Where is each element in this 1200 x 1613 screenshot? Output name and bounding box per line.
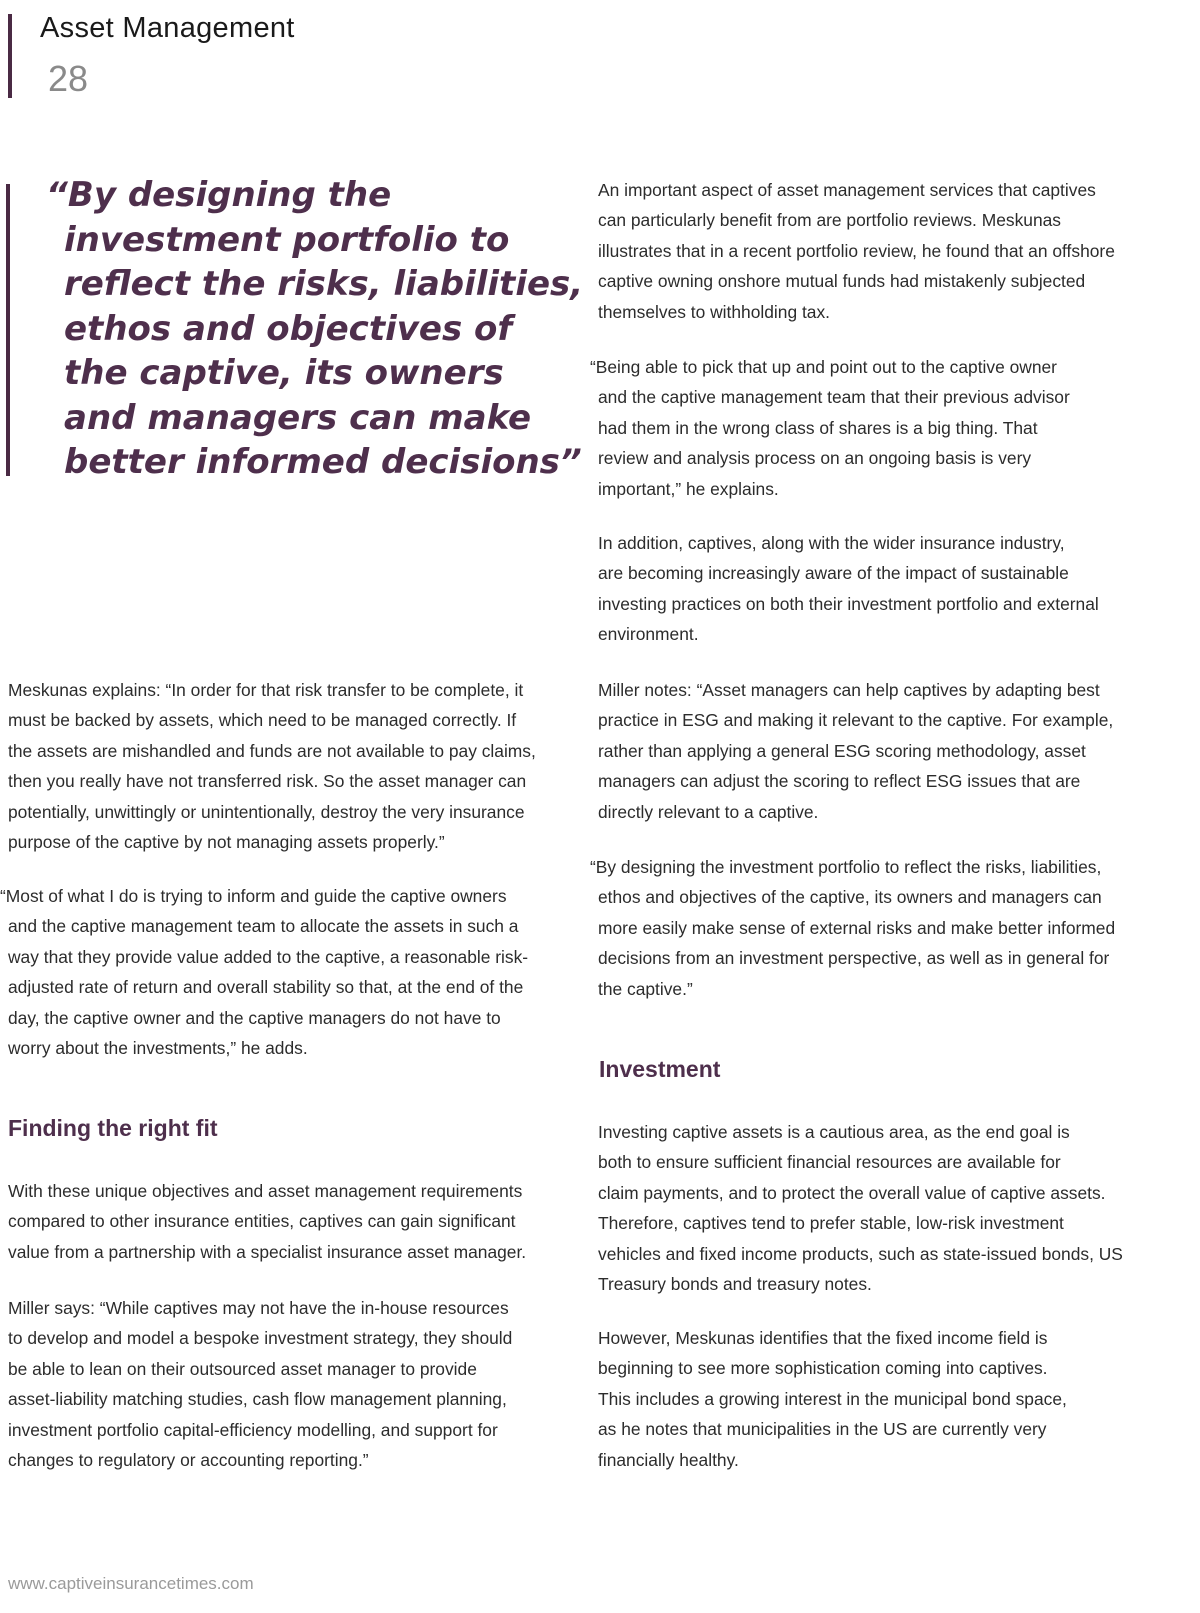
text-line: “By designing the investment portfolio to reflect the risks, liabilities, bbox=[590, 857, 1102, 877]
text-line: claim payments, and to protect the overall value of captive assets. bbox=[598, 1182, 1106, 1203]
text-line: managers can adjust the scoring to reflect ESG issues that are bbox=[598, 771, 1081, 792]
text-line: then you really have not transferred risk. So the asset manager can bbox=[8, 771, 527, 792]
pull-quote bbox=[46, 173, 584, 485]
left-paragraph-meskunas-explains bbox=[8, 675, 588, 857]
text-line: to develop and model a bespoke investment strategy, they should bbox=[8, 1328, 513, 1349]
text-line: the assets are mishandled and funds are not available to pay claims, bbox=[8, 740, 536, 761]
pull-quote-line: reflect the risks, liabilities, bbox=[64, 264, 584, 304]
text-line: important,” he explains. bbox=[598, 478, 779, 499]
right-paragraph-fixed-income bbox=[598, 1323, 1178, 1475]
text-line: ethos and objectives of the captive, its owners and managers can bbox=[598, 887, 1102, 908]
text-line: had them in the wrong class of shares is a big thing. That bbox=[598, 417, 1038, 438]
text-line: rather than applying a general ESG scoring methodology, asset bbox=[598, 740, 1086, 761]
right-paragraph-miller-esg bbox=[598, 675, 1178, 827]
text-line: and the captive management team to allocate the assets in such a bbox=[8, 916, 519, 937]
text-line: value from a partnership with a specialist insurance asset manager. bbox=[8, 1241, 527, 1262]
text-line: changes to regulatory or accounting reporting.” bbox=[8, 1450, 369, 1471]
pull-quote-line: ethos and objectives of bbox=[64, 308, 513, 349]
text-line: compared to other insurance entities, captives can gain significant bbox=[8, 1211, 516, 1232]
text-line: Meskunas explains: “In order for that risk transfer to be complete, it bbox=[8, 680, 524, 700]
text-line: be able to lean on their outsourced asset manager to provide bbox=[8, 1358, 477, 1379]
text-line: worry about the investments,” he adds. bbox=[8, 1038, 308, 1059]
page-number: 28 bbox=[48, 58, 89, 99]
pull-quote-accent-bar bbox=[6, 184, 10, 476]
text-line: Treasury bonds and treasury notes. bbox=[598, 1274, 872, 1295]
text-line: “Most of what I do is trying to inform and guide the captive owners bbox=[0, 886, 507, 906]
text-line: directly relevant to a captive. bbox=[598, 801, 819, 822]
text-line: are becoming increasingly aware of the impact of sustainable bbox=[598, 563, 1069, 584]
text-line: asset-liability matching studies, cash flow management planning, bbox=[8, 1389, 507, 1410]
text-line: potentially, unwittingly or unintentionally, destroy the very insurance bbox=[8, 801, 525, 822]
footer-website-url[interactable]: www.captiveinsurancetimes.com bbox=[8, 1574, 254, 1593]
pull-quote-line: and managers can make bbox=[64, 397, 532, 438]
heading-investment: Investment bbox=[599, 1056, 721, 1082]
text-line: purpose of the captive by not managing assets properly.” bbox=[8, 832, 445, 853]
text-line: Miller says: “While captives may not have the in-house resources bbox=[8, 1298, 509, 1318]
text-line: both to ensure sufficient financial resources are available for bbox=[598, 1152, 1061, 1173]
text-line: practice in ESG and making it relevant to the captive. For example, bbox=[598, 710, 1114, 731]
pull-quote-line: better informed decisions” bbox=[64, 442, 582, 482]
text-line: themselves to withholding tax. bbox=[598, 301, 830, 322]
left-paragraph-miller-says bbox=[8, 1293, 588, 1475]
text-line: can particularly benefit from are portfolio reviews. Meskunas bbox=[598, 210, 1061, 231]
text-line: more easily make sense of external risks and make better informed bbox=[598, 917, 1116, 938]
text-line: However, Meskunas identifies that the fixed income field is bbox=[598, 1328, 1048, 1348]
text-line: decisions from an investment perspective, as well as in general for bbox=[598, 948, 1110, 969]
text-line: way that they provide value added to the captive, a reasonable risk- bbox=[8, 946, 529, 967]
text-line: adjusted rate of return and overall stability so that, at the end of the bbox=[8, 977, 524, 998]
right-paragraph-wrong-class-quote bbox=[590, 352, 1178, 504]
text-line: financially healthy. bbox=[598, 1449, 739, 1470]
right-paragraph-portfolio-reviews bbox=[598, 175, 1178, 327]
text-line: captive owning onshore mutual funds had mistakenly subjected bbox=[598, 271, 1086, 292]
left-paragraph-most-of-what-i-do bbox=[0, 881, 588, 1063]
text-line: With these unique objectives and asset management requirements bbox=[8, 1181, 523, 1201]
text-line: the captive.” bbox=[598, 978, 693, 999]
text-line: and the captive management team that their previous advisor bbox=[598, 387, 1070, 408]
right-paragraph-sustainable-investing bbox=[598, 528, 1178, 650]
pull-quote-line: “By designing the bbox=[46, 175, 392, 215]
right-paragraph-investing-captive-assets bbox=[598, 1117, 1178, 1299]
text-line: environment. bbox=[598, 624, 699, 645]
text-line: investing practices on both their investment portfolio and external bbox=[598, 593, 1099, 614]
text-line: Investing captive assets is a cautious area, as the end goal is bbox=[598, 1122, 1070, 1142]
text-line: An important aspect of asset management services that captives bbox=[598, 180, 1096, 200]
text-line: review and analysis process on an ongoing basis is very bbox=[598, 448, 1032, 469]
right-paragraph-designing-portfolio-quote bbox=[590, 852, 1178, 1004]
text-line: vehicles and fixed income products, such as state-issued bonds, US bbox=[598, 1243, 1123, 1264]
text-line: This includes a growing interest in the municipal bond space, bbox=[598, 1388, 1067, 1409]
text-line: In addition, captives, along with the wider insurance industry, bbox=[598, 533, 1065, 553]
heading-finding-the-right-fit: Finding the right fit bbox=[8, 1115, 218, 1141]
section-title: Asset Management bbox=[40, 12, 295, 44]
text-line: investment portfolio capital-efficiency modelling, and support for bbox=[8, 1419, 498, 1440]
text-line: beginning to see more sophistication coming into captives. bbox=[598, 1358, 1048, 1379]
text-line: must be backed by assets, which need to be managed correctly. If bbox=[8, 710, 517, 731]
pull-quote-line: the captive, its owners bbox=[64, 353, 504, 393]
header-accent-bar bbox=[8, 14, 12, 98]
left-paragraph-unique-objectives bbox=[8, 1176, 588, 1267]
text-line: illustrates that in a recent portfolio review, he found that an offshore bbox=[598, 240, 1115, 261]
text-line: Miller notes: “Asset managers can help captives by adapting best bbox=[598, 680, 1100, 700]
pull-quote-line: investment portfolio to bbox=[64, 219, 510, 260]
text-line: Therefore, captives tend to prefer stable, low-risk investment bbox=[598, 1213, 1064, 1234]
text-line: “Being able to pick that up and point out to the captive owner bbox=[590, 357, 1057, 377]
text-line: day, the captive owner and the captive managers do not have to bbox=[8, 1007, 501, 1028]
text-line: as he notes that municipalities in the US are currently very bbox=[598, 1419, 1047, 1440]
